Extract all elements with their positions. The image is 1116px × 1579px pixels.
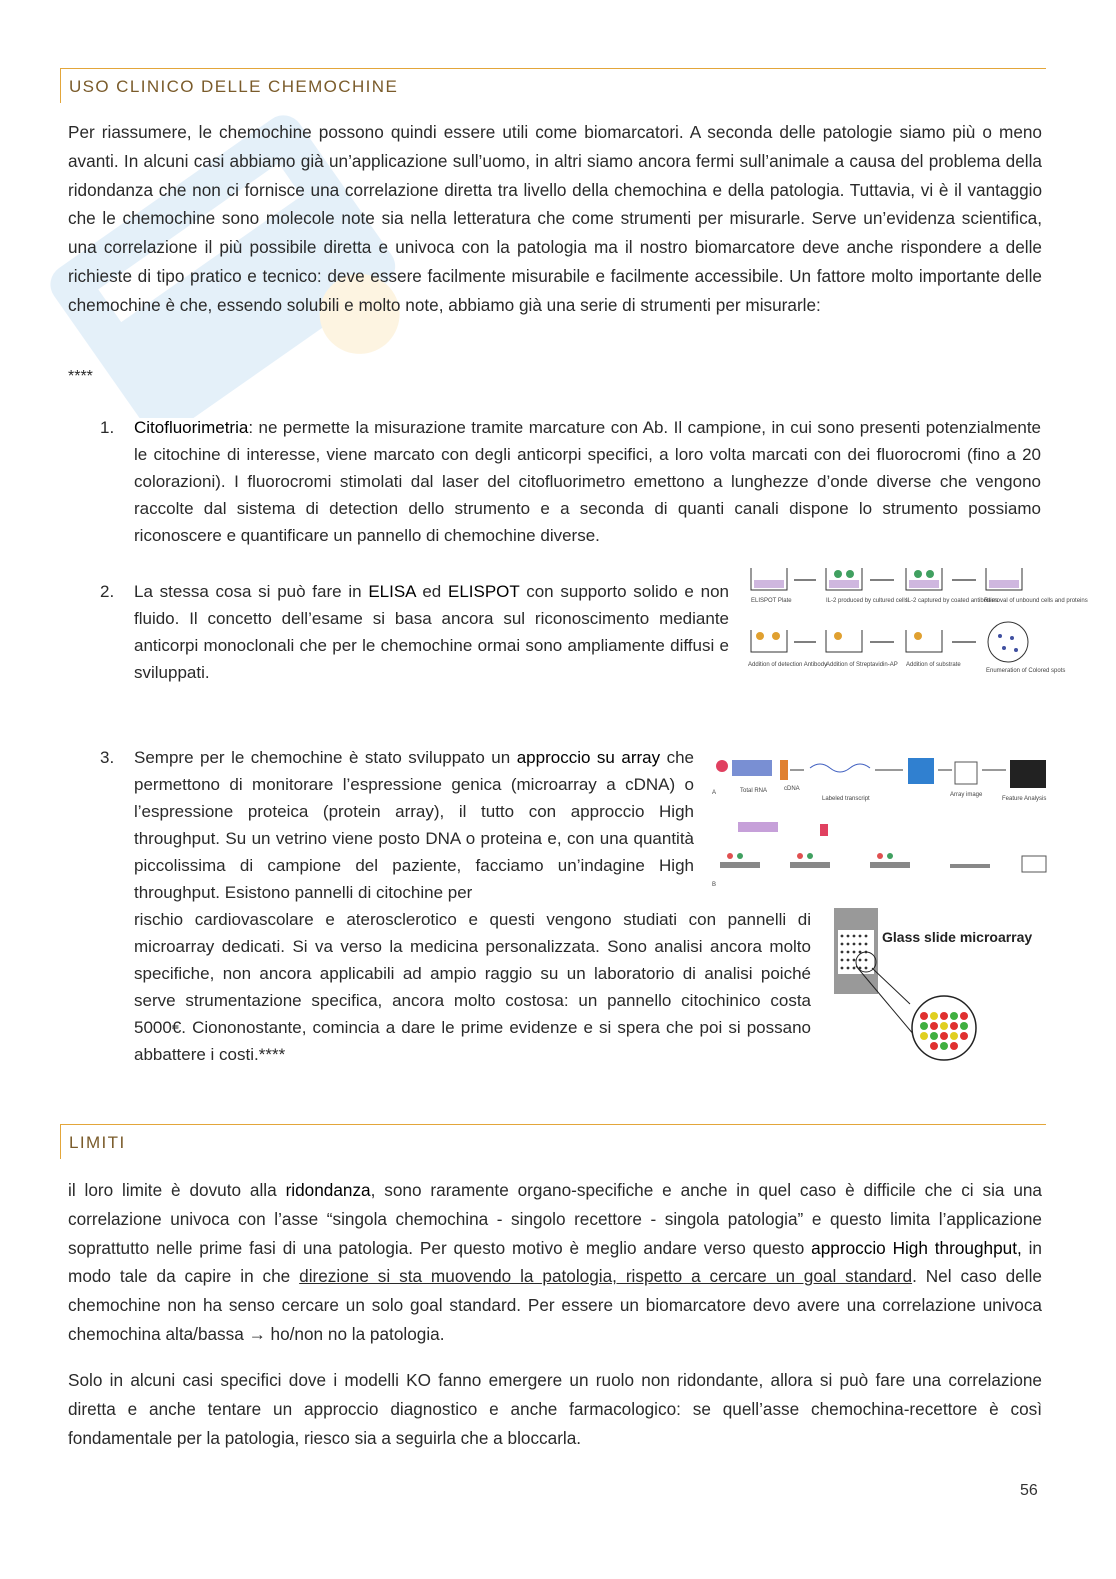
fig-label: Total RNA <box>740 788 768 794</box>
fig-label: Feature Analysis <box>1002 796 1047 802</box>
fig-label: ELISPOT Plate <box>751 598 792 604</box>
figure-caption: Glass slide microarray <box>882 929 1033 945</box>
list-item-elisa <box>134 578 729 686</box>
text-run: . Nel caso delle chemochine non ha senso cercare un solo goal standard. Per essere un biomarcatore devo avere una correlazione univoca chemochina alta/bassa → ho/non no la patologia. <box>68 1266 1042 1344</box>
fig-label: A <box>712 790 717 796</box>
fig-label: Addition of Streptavidin-AP <box>826 662 898 668</box>
section-title: LIMITI <box>69 1133 126 1152</box>
intro-paragraph: Per riassumere, le chemochine possono quindi essere utili come biomarcatori. A seconda delle patologie siamo più o meno avanti. In alcuni casi abbiamo già un’applicazione sull’uomo, in altri siamo ancora fermi sull’animale a causa del problema della ridondanza che non ci fornisce una correlazione diretta tra livello della chemochina e della patologia. Tuttavia, vi è il vantaggio che le chemochine sono molecole note sia nella letteratura che come strumenti per misurarle. Serve un’evidenza scientifica, una correlazione il più possibile diretta e univoca con la patologia ma il nostro biomarcatore deve anche rispondere a delle richieste di tipo pratico e tecnico: deve essere facilmente misurabile e facilmente accessibile. Un fattore molto importante delle chemochine è che, essendo solubili e molto note, abbiamo già una serie di strumenti per misurarle: <box>68 122 1042 315</box>
fig-label: Addition of substrate <box>906 662 961 668</box>
fig-label: IL-2 produced by cultured cells <box>826 598 908 604</box>
list-number: 1. <box>100 418 115 437</box>
limiti-paragraph-2: Solo in alcuni casi specifici dove i modelli KO fanno emergere un ruolo non ridondante, allora si può fare una correlazione diretta e anche tentare un approccio diagnostico e anche farmacologico: se quell’asse chemochina-recettore è così fondamentale per la patologia, riesco sia a seguirla che a bloccarla. <box>68 1370 1042 1448</box>
term-elisa: ELISA <box>368 582 416 601</box>
fig-label: Labeled transcript <box>822 796 870 802</box>
fig-label: Enumeration of Colored spots <box>986 668 1066 674</box>
array-workflow-diagram <box>710 752 1052 900</box>
fig-label: B <box>712 882 717 888</box>
stars-marker: **** <box>68 368 93 385</box>
term-citofluorimetria: Citofluorimetria <box>134 418 249 437</box>
underlined-text: direzione si sta muovendo la patologia, rispetto a cercare un goal standard <box>299 1266 913 1287</box>
section-heading-uso-clinico <box>60 68 1046 103</box>
page-number: 56 <box>1020 1482 1038 1499</box>
fig-label: Array image <box>950 792 983 798</box>
item-text: rischio cardiovascolare e aterosclerotico e questi vengono studiati con pannelli di microarray dedicati. Si va verso la medicina personalizzata. Sono analisi ancora molto specifiche, non ancora applicabili ad ampio raggio su un laboratorio di analisi poiché serve strumentazione specifica, ancora molto costosa: un pannello citochinico costa 5000€. Ciononostante, comincia a dare le prime evidenze e si spera che poi si possano abbattere i costi.**** <box>134 910 811 1064</box>
term-high-throughput: approccio High throughput, <box>811 1237 1022 1258</box>
glass-slide-microarray-diagram <box>832 904 1044 1068</box>
fig-label: cDNA <box>784 786 800 792</box>
text-run: in modo tale da capire in che <box>68 1237 1042 1287</box>
section-title: USO CLINICO DELLE CHEMOCHINE <box>69 77 399 96</box>
list-item-array-part2 <box>134 906 811 1068</box>
term-ridondanza: ridondanza <box>285 1180 371 1200</box>
item-text: Sempre per le chemochine è stato sviluppato un <box>134 748 517 767</box>
fig-label: IL-2 captured by coated antibodies <box>906 598 999 604</box>
item-text: che permettono di monitorare l’espressione genica (microarray a cDNA) o l’espressione proteica (protein array), il tutto con approccio High throughput. Su un vetrino viene posto DNA o proteina e, con una quantità piccolissima di campione del paziente, facciamo un’indagine High throughput. Esistono pannelli di citochine per <box>134 748 695 902</box>
fig-label: Addition of detection Antibody <box>748 662 828 668</box>
list-item-citofluorimetria <box>134 414 1041 549</box>
list-number: 2. <box>100 582 115 601</box>
limiti-paragraph-1 <box>68 1176 1042 1349</box>
text-run: , sono raramente organo-specifiche e anche in quel caso è difficile che ci sia una correlazione univoca con l’asse “singola chemochina - singolo recettore - singola patologia” e questo limita l’applicazione soprattutto nelle prime fasi di una patologia. Per questo motivo è meglio andare verso questo <box>68 1180 1042 1258</box>
list-number: 3. <box>100 748 115 767</box>
elispot-diagram <box>746 562 1088 682</box>
term-elispot: ELISPOT <box>447 582 520 601</box>
item-text: ed <box>415 582 448 601</box>
fig-label: Removal of unbound cells and proteins <box>984 598 1088 604</box>
item-text: con supporto solido e non fluido. Il concetto dell’esame si basa ancora sul riconoscimento mediante anticorpi monoclonali che per le chemochine ormai sono ampliamente diffusi e sviluppati. <box>134 582 729 682</box>
term-approccio-array: approccio su array <box>516 748 661 767</box>
item-text: La stessa cosa si può fare in <box>134 582 369 601</box>
text-run: il loro limite è dovuto alla <box>68 1180 286 1200</box>
item-text: : ne permette la misurazione tramite marcature con Ab. Il campione, in cui sono presenti potenzialmente le citochine di interesse, viene marcato con degli anticorpi specifici, a loro volta marcati con dei fluorocromi (fino a 20 colorazioni). I fluorocromi stimolati dal laser del citofluorimetro emettono a lunghezze d’onde diverse che vengono raccolte dal sistema di detection dello strumento e a seconda di quanti canali dispone lo strumento possiamo riconoscere e quantificare un pannello di chemochine diverse. <box>134 418 1041 545</box>
list-item-array-part1 <box>134 744 694 906</box>
section-heading-limiti <box>60 1124 1046 1159</box>
